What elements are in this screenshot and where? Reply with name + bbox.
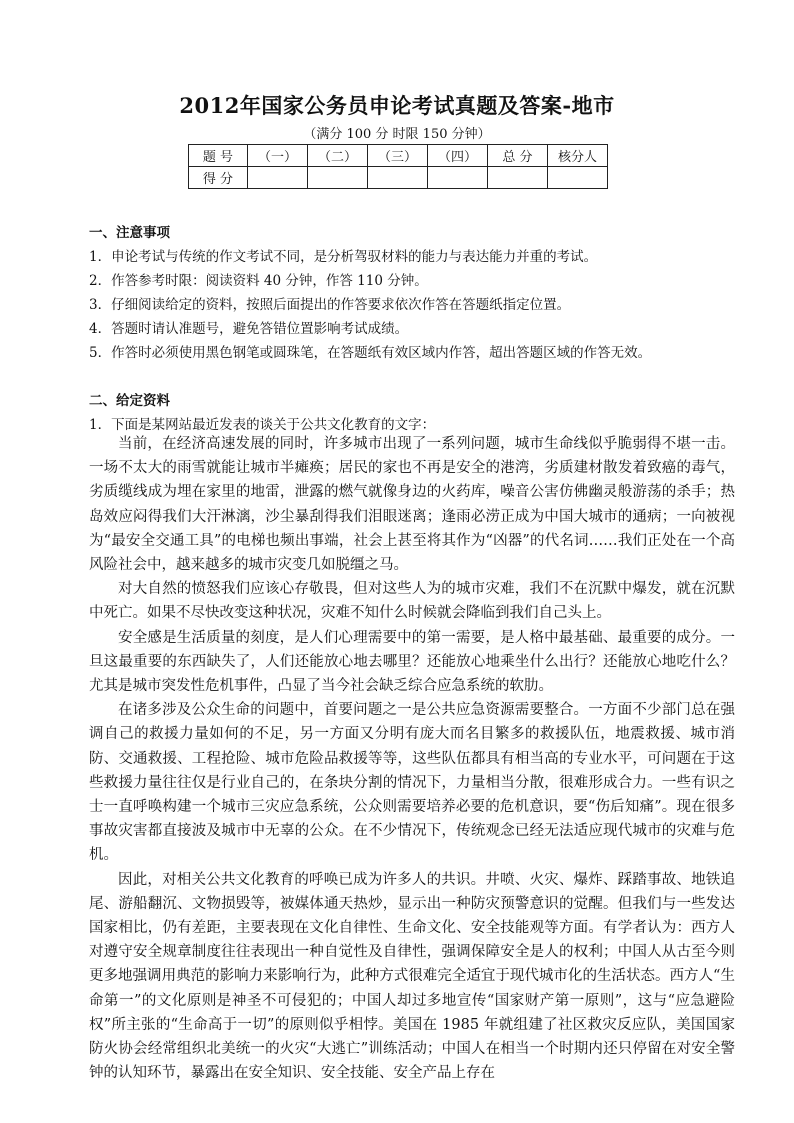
material-paragraph: 在诸多涉及公众生命的问题中，首要问题之一是公共应急资源需要整合。一方面不少部门总在强调自己的救援力量如何的不足，另一方面又分明有庞大而名目繁多的救援队伍，地震救援、城市消防、交通救援、工程抢险、城市危险品救援等等，这些队伍都具有相当高的专业水平，可问题在于这些救援力量往往仅是行业自己的，在条块分割的情况下，力量相当分散，很难形成合力。一些有识之士一直呼唤构建一个城市三灾应急系统，公众则需要培养必要的危机意识，要“伤后知痛”。现在很多事故灾害都直接波及城市中无辜的公众。在不少情况下，传统观念已经无法适应现代城市的灾难与危机。 (89, 702, 735, 864)
material-paragraph: 安全感是生活质量的刻度，是人们心理需要中的第一需要，是人格中最基础、最重要的成分。一旦这最重要的东西缺失了，人们还能放心地去哪里？还能放心地乘坐什么出行？还能放心地吃什么？尤其是城市突发性危机事件，凸显了当今社会缺乏综合应急系统的软肋。 (89, 629, 735, 695)
material-paragraph: 当前，在经济高速发展的同时，许多城市出现了一系列问题，城市生命线似乎脆弱得不堪一击。一场不太大的雨雪就能让城市半瘫痪；居民的家也不再是安全的港湾，劣质建材散发着致癌的毒气，劣质缆线成为埋在家里的地雷，泄露的燃气就像身边的火药库，噪音公害仿佛幽灵般游荡的杀手；热岛效应闷得我们大汗淋漓，沙尘暴刮得我们泪眼迷离；逢雨必涝正成为中国大城市的通病；一向被视为“最安全交通工具”的电梯也频出事端，社会上甚至将其作为“凶器”的代名词……我们正处在一个高风险社会中，越来越多的城市灾变几如脱缰之马。 (89, 436, 735, 574)
score-cell (248, 167, 308, 189)
material-paragraph: 因此，对相关公共文化教育的呼唤已成为许多人的共识。井喷、火灾、爆炸、踩踏事故、地铁追尾、游船翻沉、文物损毁等，被媒体通天热炒，显示出一种防灾预警意识的觉醒。但我们与一些发达国家相比，仍有差距，主要表现在文化自律性、生命文化、安全技能观等方面。有学者认为：西方人对遵守安全规章制度往往表现出一种自觉性及自律性，强调保障安全是人的权利；中国人从古至今则更多地强调用典范的影响力来影响行为，此种方式很难完全适宜于现代城市化的生活状态。西方人“生命第一”的文化原则是神圣不可侵犯的；中国人却过多地宣传“国家财产第一原则”，这与“应急避险权”所主张的“生命高于一切”的原则似乎相悖。美国在 1985 年就组建了社区救灾反应队，美国国家防火协会经常组织北美统一的火灾“大逃亡”训练活动；中国人在相当一个时期内还只停留在对安全警钟的认知环节，暴露出在安全知识、安全技能、安全产品上存在 (89, 871, 735, 1082)
document-title: 2012年国家公务员申论考试真题及答案-地市 (179, 93, 615, 118)
score-header-cell: 题 号 (189, 145, 248, 167)
score-header-cell: 总 分 (488, 145, 548, 167)
notice-item: 1．申论考试与传统的作文考试不同，是分析驾驭材料的能力与表达能力并重的考试。 (89, 249, 598, 265)
score-header-cell: （二） (308, 145, 368, 167)
notice-item: 4．答题时请认准题号，避免答错位置影响考试成绩。 (89, 321, 409, 337)
score-cell (488, 167, 548, 189)
score-cell (428, 167, 488, 189)
score-table-header-row (189, 145, 608, 167)
score-header-cell: 核分人 (548, 145, 608, 167)
notice-item: 5．作答时必须使用黑色钢笔或圆珠笔，在答题纸有效区域内作答，超出答题区域的作答无效。 (89, 345, 652, 361)
score-header-cell: （三） (368, 145, 428, 167)
score-cell (548, 167, 608, 189)
section-heading: 一、注意事项 (89, 225, 170, 241)
score-row-label: 得 分 (189, 167, 248, 189)
notice-item: 3．仔细阅读给定的资料，按照后面提出的作答要求依次作答在答题纸指定位置。 (89, 297, 571, 313)
material-paragraph: 对大自然的愤怒我们应该心存敬畏，但对这些人为的城市灾难，我们不在沉默中爆发，就在沉默中死亡。如果不尽快改变这种状况，灾难不知什么时候就会降临到我们自己头上。 (89, 581, 735, 622)
section-heading: 二、给定资料 (89, 393, 170, 409)
score-header-cell: （四） (428, 145, 488, 167)
material-intro: 1．下面是某网站最近发表的谈关于公共文化教育的文字： (89, 417, 436, 433)
score-header-cell: （一） (248, 145, 308, 167)
score-table-score-row (189, 167, 608, 189)
notice-item: 2．作答参考时限：阅读资料 40 分钟，作答 110 分钟。 (89, 273, 428, 289)
score-table (188, 144, 608, 189)
material-body (89, 432, 735, 1085)
document-subtitle: （满分 100 分 时限 150 分钟） (303, 127, 491, 142)
score-cell (368, 167, 428, 189)
score-cell (308, 167, 368, 189)
